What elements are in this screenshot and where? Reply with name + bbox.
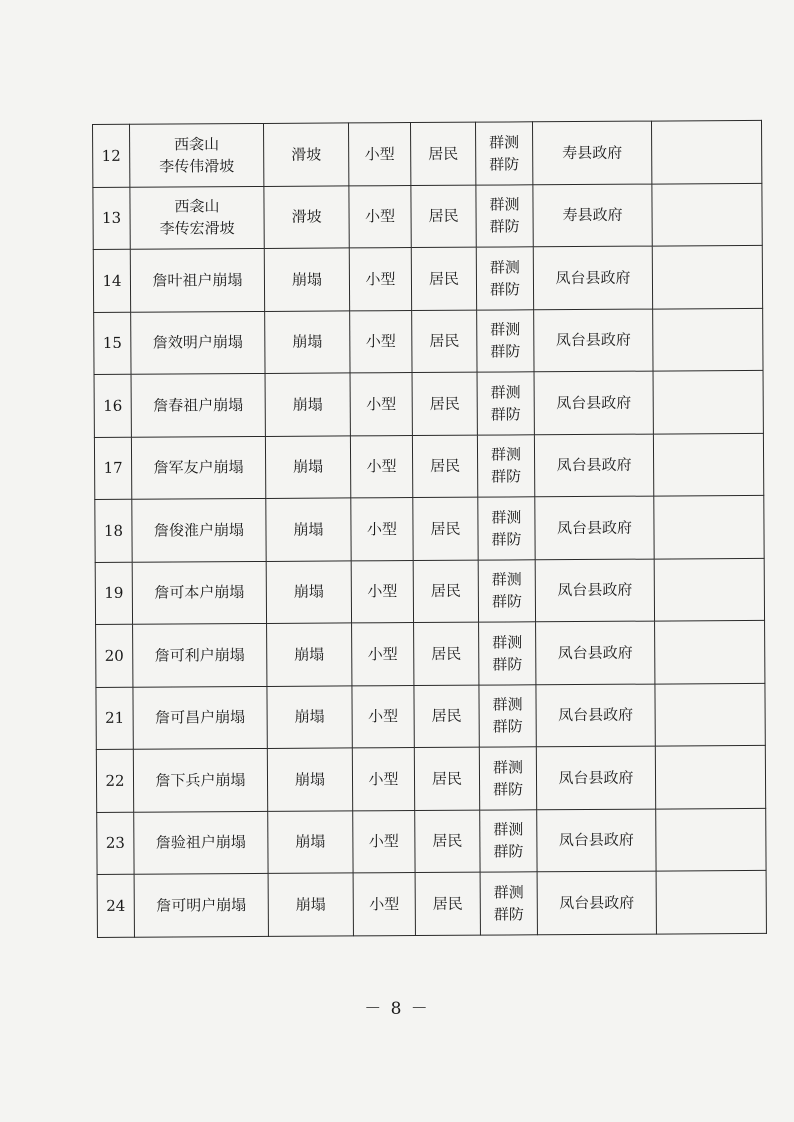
hazard-name-line-1: 詹军友户崩塌 xyxy=(153,458,244,477)
note-cell xyxy=(653,433,763,496)
responsible-unit-cell: 凤台县政府 xyxy=(536,621,655,684)
hazard-scale-cell: 小型 xyxy=(349,185,411,248)
hazard-name-line-1: 詹可明户崩塌 xyxy=(156,895,247,915)
row-number-cell: 21 xyxy=(96,687,133,750)
hazard-name-line-2: 李传伟滑坡 xyxy=(159,156,235,176)
table-row xyxy=(93,120,762,187)
hazard-scale-cell: 小型 xyxy=(353,873,415,936)
hazard-name-cell xyxy=(131,373,265,436)
hazard-name-cell xyxy=(132,498,266,561)
hazard-name-cell xyxy=(134,873,268,936)
hazard-type-cell: 崩塌 xyxy=(267,623,352,686)
threat-target-cell: 居民 xyxy=(414,747,479,810)
table-row xyxy=(97,870,766,937)
table-row xyxy=(94,433,763,500)
hazard-name-line-1: 西衾山 xyxy=(174,134,220,154)
table-row xyxy=(95,558,764,625)
note-cell xyxy=(652,183,762,246)
note-cell xyxy=(654,495,764,558)
hazard-name-line-1: 詹可昌户崩塌 xyxy=(155,708,246,727)
hazard-table-body xyxy=(93,120,767,937)
threat-target-cell: 居民 xyxy=(412,372,477,435)
threat-target-cell: 居民 xyxy=(413,497,478,560)
table-row xyxy=(96,683,765,750)
note-cell xyxy=(655,745,765,808)
threat-target-cell: 居民 xyxy=(411,185,476,248)
responsible-unit-cell: 寿县政府 xyxy=(532,121,651,184)
hazard-name-cell xyxy=(132,561,266,624)
page-number: － 8 － xyxy=(364,999,430,1019)
note-cell xyxy=(654,558,764,621)
measure-line-1: 群测 xyxy=(491,508,522,527)
hazard-name-line-2: 李传宏滑坡 xyxy=(159,219,235,238)
threat-target-cell: 居民 xyxy=(410,122,475,185)
table-row xyxy=(94,308,763,375)
hazard-name-cell xyxy=(133,686,267,749)
responsible-unit-cell: 凤台县政府 xyxy=(537,871,656,934)
note-cell xyxy=(652,245,762,308)
measure-line-2: 群防 xyxy=(493,780,524,799)
threat-target-cell: 居民 xyxy=(415,872,480,935)
prevention-measure-cell xyxy=(479,684,536,747)
row-number-cell: 20 xyxy=(96,624,133,687)
hazard-type-cell: 崩塌 xyxy=(265,373,350,436)
measure-line-1: 群测 xyxy=(490,445,522,464)
responsible-unit-cell: 凤台县政府 xyxy=(537,809,656,872)
prevention-measure-cell xyxy=(480,809,537,872)
hazard-type-cell: 滑坡 xyxy=(263,123,348,186)
hazard-name-cell xyxy=(131,436,265,499)
row-number-cell: 19 xyxy=(95,562,132,625)
hazard-scale-cell: 小型 xyxy=(351,560,413,623)
responsible-unit-cell: 凤台县政府 xyxy=(535,496,654,559)
hazard-name-line-1: 詹可本户崩塌 xyxy=(154,583,245,602)
note-cell xyxy=(656,870,766,933)
note-cell xyxy=(656,808,766,871)
hazard-name-line-1: 詹下兵户崩塌 xyxy=(155,770,246,790)
threat-target-cell: 居民 xyxy=(415,810,480,873)
measure-line-1: 群测 xyxy=(492,633,523,652)
prevention-measure-cell xyxy=(479,747,536,810)
hazard-type-cell: 崩塌 xyxy=(265,435,350,498)
hazard-scale-cell: 小型 xyxy=(350,435,412,498)
measure-line-2: 群防 xyxy=(491,592,522,611)
row-number-cell: 22 xyxy=(96,749,133,812)
prevention-measure-cell xyxy=(478,497,535,560)
prevention-measure-cell xyxy=(476,247,533,310)
row-number-cell: 18 xyxy=(95,499,132,562)
hazard-name-cell xyxy=(130,123,264,186)
hazard-type-cell: 崩塌 xyxy=(266,498,351,561)
prevention-measure-cell xyxy=(478,559,535,622)
hazard-type-cell: 崩塌 xyxy=(268,873,353,936)
hazard-scale-cell: 小型 xyxy=(349,248,411,311)
measure-line-1: 群测 xyxy=(489,258,520,277)
note-cell xyxy=(653,370,763,433)
prevention-measure-cell xyxy=(477,434,534,497)
threat-target-cell: 居民 xyxy=(412,310,477,373)
hazard-name-line-1: 詹叶祖户崩塌 xyxy=(152,270,243,290)
prevention-measure-cell xyxy=(477,372,534,435)
measure-line-1: 群测 xyxy=(493,883,524,902)
hazard-scale-cell: 小型 xyxy=(350,373,412,436)
responsible-unit-cell: 凤台县政府 xyxy=(533,246,652,309)
measure-line-2: 群防 xyxy=(491,467,522,486)
hazard-scale-cell: 小型 xyxy=(352,685,414,748)
table-row xyxy=(93,245,762,312)
row-number-cell: 24 xyxy=(97,874,134,937)
measure-line-2: 群防 xyxy=(490,405,521,424)
measure-line-2: 群防 xyxy=(493,842,524,861)
hazard-scale-cell: 小型 xyxy=(348,123,410,186)
measure-line-2: 群防 xyxy=(490,342,521,361)
measure-line-2: 群防 xyxy=(492,655,523,674)
hazard-type-cell: 崩塌 xyxy=(265,310,350,373)
hazard-name-line-1: 西衾山 xyxy=(174,197,220,216)
hazard-name-line-1: 詹效明户崩塌 xyxy=(152,333,243,352)
hazard-type-cell: 崩塌 xyxy=(267,685,352,748)
hazard-type-cell: 崩塌 xyxy=(266,560,351,623)
measure-line-1: 群测 xyxy=(489,195,520,214)
note-cell xyxy=(653,308,763,371)
threat-target-cell: 居民 xyxy=(411,247,476,310)
threat-target-cell: 居民 xyxy=(414,685,479,748)
measure-line-1: 群测 xyxy=(493,820,524,839)
hazard-scale-cell: 小型 xyxy=(352,748,414,811)
responsible-unit-cell: 凤台县政府 xyxy=(534,309,653,372)
row-number-cell: 14 xyxy=(93,249,130,312)
prevention-measure-cell xyxy=(480,872,537,935)
table-row xyxy=(96,745,765,812)
note-cell xyxy=(655,683,765,746)
row-number-cell: 16 xyxy=(94,374,131,437)
measure-line-1: 群测 xyxy=(492,758,523,777)
hazard-name-cell xyxy=(130,248,264,311)
hazard-name-cell xyxy=(130,186,264,249)
threat-target-cell: 居民 xyxy=(414,622,479,685)
table-row xyxy=(94,370,763,437)
hazard-scale-cell: 小型 xyxy=(352,623,414,686)
measure-line-1: 群测 xyxy=(492,695,523,714)
responsible-unit-cell: 凤台县政府 xyxy=(536,746,655,809)
prevention-measure-cell xyxy=(475,122,532,185)
table-row xyxy=(93,183,762,250)
hazard-name-cell xyxy=(133,623,267,686)
responsible-unit-cell: 寿县政府 xyxy=(533,184,652,247)
table-row xyxy=(96,620,765,687)
hazard-name-line-1: 詹俊淮户崩塌 xyxy=(153,520,245,540)
responsible-unit-cell: 凤台县政府 xyxy=(535,559,654,622)
note-cell xyxy=(651,120,761,183)
row-number-cell: 23 xyxy=(97,812,134,875)
measure-line-1: 群测 xyxy=(490,320,521,339)
measure-line-2: 群防 xyxy=(489,155,520,174)
table-row xyxy=(95,495,764,562)
hazard-scale-cell: 小型 xyxy=(350,310,412,373)
prevention-measure-cell xyxy=(479,622,536,685)
hazard-table xyxy=(92,120,767,938)
measure-line-2: 群防 xyxy=(493,905,524,924)
hazard-scale-cell: 小型 xyxy=(351,498,413,561)
measure-line-2: 群防 xyxy=(492,717,523,736)
row-number-cell: 15 xyxy=(94,312,131,375)
hazard-name-line-1: 詹验祖户崩塌 xyxy=(155,833,246,852)
hazard-scale-cell: 小型 xyxy=(353,810,415,873)
responsible-unit-cell: 凤台县政府 xyxy=(534,371,653,434)
hazard-type-cell: 崩塌 xyxy=(267,748,352,811)
prevention-measure-cell xyxy=(477,309,534,372)
measure-line-2: 群防 xyxy=(489,217,520,236)
table-row xyxy=(97,808,766,875)
hazard-name-line-1: 詹可利户崩塌 xyxy=(154,645,245,665)
measure-line-1: 群测 xyxy=(490,383,521,402)
hazard-type-cell: 滑坡 xyxy=(264,185,349,248)
row-number-cell: 17 xyxy=(94,437,131,500)
hazard-name-cell xyxy=(134,811,268,874)
hazard-name-line-1: 詹春祖户崩塌 xyxy=(153,395,244,415)
threat-target-cell: 居民 xyxy=(412,435,477,498)
measure-line-1: 群测 xyxy=(489,133,520,152)
measure-line-2: 群防 xyxy=(491,530,522,549)
row-number-cell: 12 xyxy=(93,124,130,187)
prevention-measure-cell xyxy=(476,184,533,247)
responsible-unit-cell: 凤台县政府 xyxy=(536,684,655,747)
measure-line-2: 群防 xyxy=(489,280,521,299)
measure-line-1: 群测 xyxy=(491,570,522,589)
hazard-type-cell: 崩塌 xyxy=(264,248,349,311)
hazard-name-cell xyxy=(131,311,265,374)
responsible-unit-cell: 凤台县政府 xyxy=(534,434,653,497)
threat-target-cell: 居民 xyxy=(413,560,478,623)
hazard-name-cell xyxy=(133,748,267,811)
note-cell xyxy=(655,620,765,683)
row-number-cell: 13 xyxy=(93,187,130,250)
hazard-type-cell: 崩塌 xyxy=(268,810,353,873)
